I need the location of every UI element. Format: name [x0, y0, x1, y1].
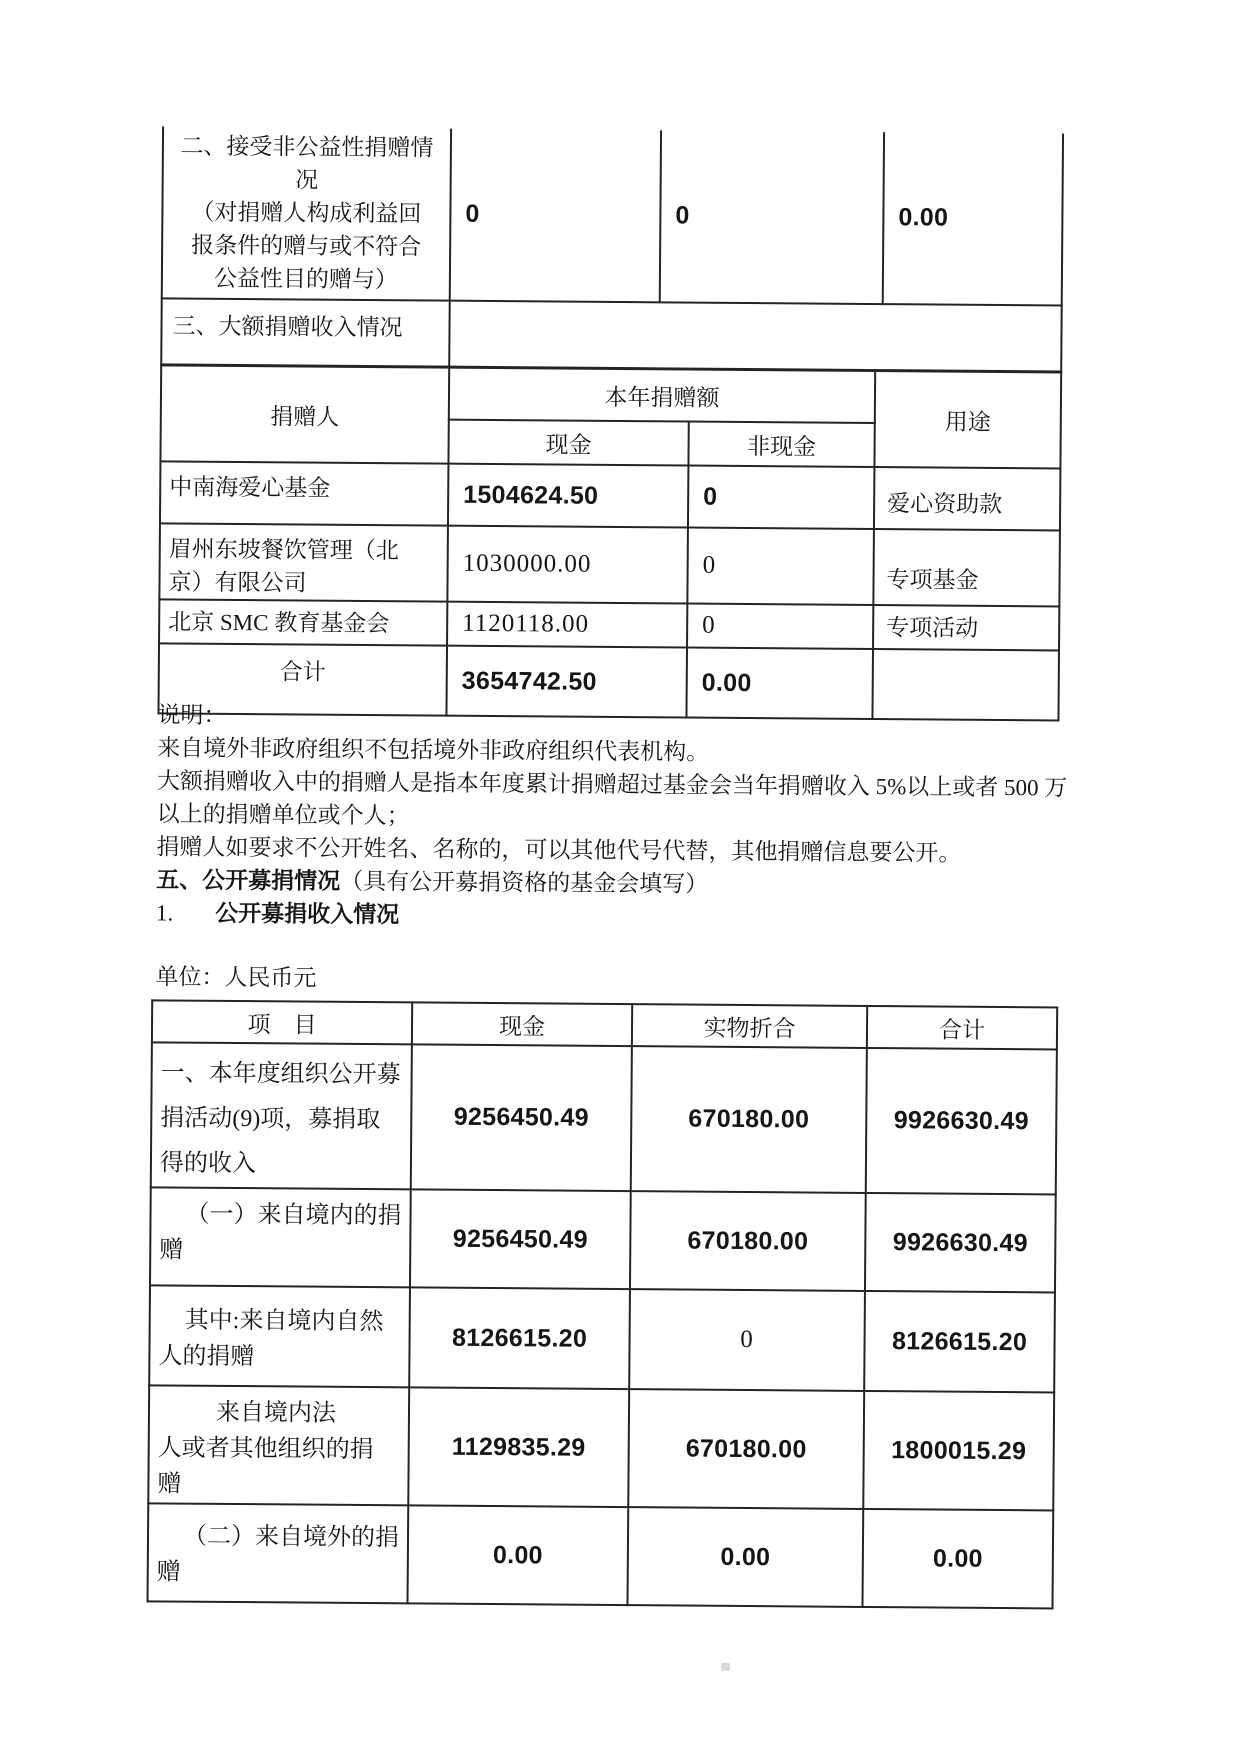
cash-value: 0.00 — [408, 1505, 629, 1605]
noncharity-noncash-value: 0 — [660, 130, 884, 304]
label-line: 况 — [295, 167, 319, 193]
scan-artifact-speck — [721, 1663, 730, 1671]
note-line: 以上的捐赠单位或个人； — [156, 801, 410, 829]
total-noncash-value: 0.00 — [686, 648, 873, 719]
row-item-label — [151, 1042, 412, 1189]
total-value: 1800015.29 — [863, 1391, 1054, 1510]
table-header-row — [161, 365, 1061, 424]
donation-noncash-value: 0 — [687, 604, 873, 649]
donation-purpose: 专项活动 — [873, 605, 1059, 650]
section5-note: （具有公开募捐资格的基金会填写） — [340, 868, 709, 897]
public-fundraising-table — [147, 999, 1059, 1609]
cash-value: 9256450.49 — [411, 1044, 632, 1191]
subsection1-title: 公开募捐收入情况 — [215, 900, 400, 928]
table-header-row — [152, 1000, 1057, 1049]
label-line: 人的捐赠 — [158, 1343, 255, 1371]
table-row — [161, 298, 1061, 371]
section3-title-cell: 三、大额捐赠收入情况 — [161, 298, 450, 366]
header-cash: 现金 — [448, 420, 688, 466]
label-line: 赠 — [157, 1471, 182, 1498]
notes-block — [156, 698, 1098, 936]
total-value: 9926630.49 — [866, 1048, 1057, 1194]
noncharity-total-value: 0.00 — [883, 132, 1063, 305]
noncharity-row-label — [162, 126, 451, 300]
header-donor: 捐赠人 — [160, 365, 449, 463]
donation-cash-value: 1030000.00 — [447, 526, 688, 604]
table-row — [159, 599, 1059, 650]
table-row — [159, 523, 1060, 606]
header-purpose: 用途 — [874, 371, 1061, 468]
donation-cash-value: 1120118.00 — [447, 602, 687, 648]
section5-title: 公开募捐情况 — [202, 867, 341, 894]
inkind-value: 0.00 — [627, 1507, 863, 1607]
table-row — [149, 1285, 1055, 1392]
inkind-value: 0 — [629, 1289, 865, 1391]
major-donation-table — [157, 364, 1062, 721]
cash-value: 1129835.29 — [408, 1387, 629, 1507]
note-line: 大额捐赠收入中的捐赠人是指本年度累计捐赠超过基金会当年捐赠收入 5%以上或者 500 万 — [156, 768, 1068, 801]
total-value: 8126615.20 — [864, 1291, 1055, 1392]
header-cash: 现金 — [412, 1002, 632, 1046]
subsection1-heading — [156, 896, 1096, 936]
total-value: 9926630.49 — [865, 1193, 1056, 1292]
label-line: 捐活动(9)项，募捐取 — [160, 1105, 381, 1134]
table-row — [151, 1042, 1057, 1194]
donation-noncash-value: 0 — [687, 528, 874, 605]
header-noncash: 非现金 — [688, 422, 874, 467]
noncharity-cash-value: 0 — [450, 129, 661, 303]
row-item-label — [148, 1503, 409, 1603]
label-line: （对捐赠人构成利益回 — [191, 199, 422, 227]
row-item-label — [150, 1187, 411, 1287]
total-cash-value: 3654742.50 — [446, 646, 687, 718]
total-label: 合计 — [158, 643, 447, 715]
row-item-label — [148, 1385, 409, 1505]
donor-line: 北京 SMC 教育基金会 — [168, 609, 390, 637]
unit-label: 单位：人民币元 — [155, 964, 317, 991]
donor-line: 京）有限公司 — [168, 569, 307, 596]
donation-cash-value: 1504624.50 — [448, 464, 688, 528]
note-line: 捐赠人如要求不公开姓名、名称的，可以其他代号代替，其他捐赠信息要公开。 — [156, 834, 962, 866]
label-line: 二、接受非公益性捐赠情 — [180, 133, 434, 161]
donation-purpose: 专项基金 — [873, 529, 1060, 606]
label-line: 公益性目的赠与） — [213, 265, 398, 293]
total-value: 0.00 — [862, 1509, 1053, 1608]
notes-title: 说明： — [157, 702, 227, 728]
section3-empty-cell — [449, 301, 1061, 372]
header-total: 合计 — [867, 1006, 1057, 1049]
label-line: 赠 — [159, 1237, 184, 1264]
header-item: 项 目 — [152, 1000, 412, 1044]
label-line: 人或者其他组织的捐 — [157, 1435, 374, 1464]
label-line: 一、本年度组织公开募 — [160, 1060, 401, 1089]
table-row — [162, 126, 1063, 305]
label-line: 其中:来自境内自然 — [184, 1307, 384, 1336]
donation-purpose: 爱心资助款 — [874, 467, 1060, 530]
donor-name — [159, 599, 447, 645]
inkind-value: 670180.00 — [631, 1046, 867, 1193]
label-line: （一）来自境内的捐 — [185, 1201, 402, 1230]
label-line: 报条件的赠与或不符合 — [191, 232, 422, 260]
donor-name — [160, 461, 448, 525]
table-row — [148, 1385, 1054, 1510]
label-line: （二）来自境外的捐 — [182, 1523, 400, 1552]
table-row — [160, 461, 1060, 530]
label-line: 得的收入 — [159, 1150, 257, 1178]
table-row — [148, 1503, 1054, 1608]
inkind-value: 670180.00 — [630, 1191, 866, 1291]
donor-line: 中南海爱心基金 — [169, 474, 331, 501]
row-item-label — [149, 1285, 410, 1387]
table-row — [150, 1187, 1056, 1292]
section5-prefix: 五、 — [156, 867, 203, 893]
note-line: 来自境外非政府组织不包括境外非政府组织代表机构。 — [157, 735, 710, 765]
header-year-amount: 本年捐赠额 — [449, 368, 875, 423]
subsection1-number: 1. — [155, 900, 174, 926]
label-line: 赠 — [156, 1559, 181, 1586]
donation-noncash-value: 0 — [688, 466, 874, 529]
cash-value: 8126615.20 — [409, 1287, 630, 1389]
donor-line: 眉州东坡餐饮管理（北 — [168, 536, 399, 564]
cash-value: 9256450.49 — [410, 1189, 631, 1289]
donor-name — [159, 523, 448, 601]
inkind-value: 670180.00 — [628, 1389, 864, 1509]
header-inkind: 实物折合 — [632, 1004, 867, 1048]
label-line: 来自境内法 — [215, 1399, 337, 1427]
noncharity-donation-table — [160, 126, 1064, 372]
